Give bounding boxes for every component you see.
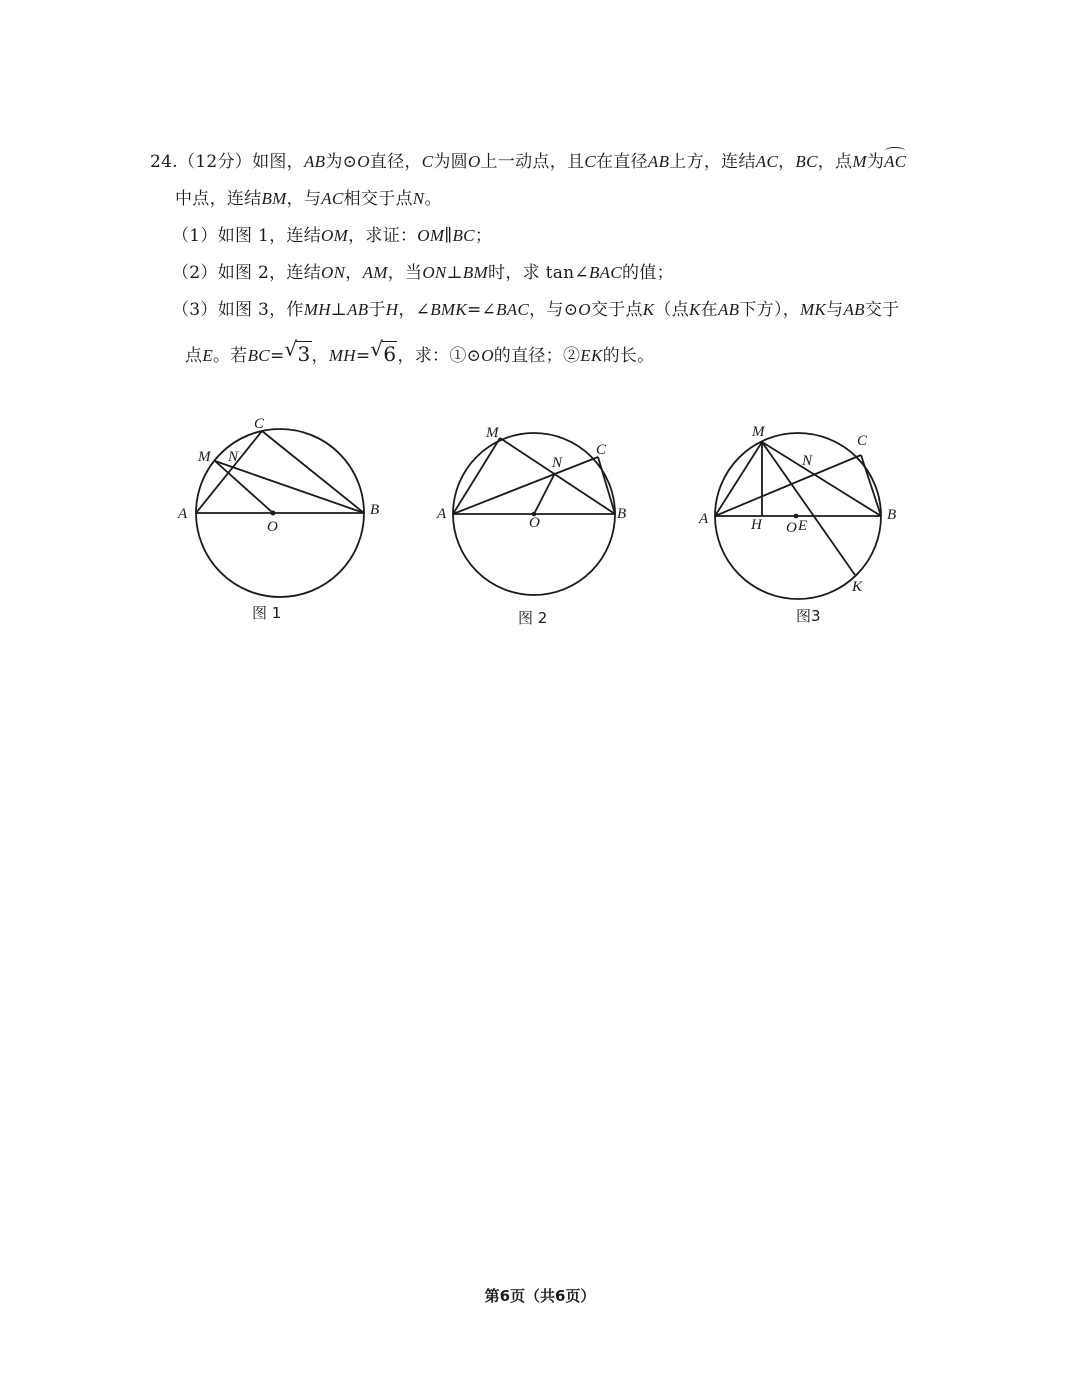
part-text: ； (474, 226, 493, 246)
stem-var: N (412, 189, 425, 208)
question-part1 (172, 224, 492, 248)
figure-2 (430, 415, 650, 614)
center-point (271, 511, 276, 516)
segment-ac (453, 457, 598, 514)
part-var: AM (362, 263, 388, 282)
radicand: 6 (383, 342, 397, 366)
label-o: O (267, 519, 278, 535)
part-var: AB (347, 300, 369, 319)
stem-text: 。 (424, 189, 442, 209)
part-text: ，求：①⊙ (397, 346, 482, 366)
part-var: H (385, 300, 399, 319)
part-var: AB (717, 300, 740, 319)
sqrt-3 (284, 337, 311, 368)
part-text: 交于点 (590, 300, 643, 320)
part-text: ， (311, 346, 329, 366)
part-text: = (269, 346, 285, 366)
label-o: O (786, 520, 797, 536)
part-text: ， (345, 263, 363, 283)
label-b: B (370, 502, 380, 518)
question-part3-line1 (172, 298, 899, 322)
label-n: N (228, 449, 239, 465)
part-var: BAC (588, 263, 622, 282)
part-var: MH (328, 346, 356, 365)
part-text: ，求证： (348, 226, 418, 246)
label-c: C (857, 433, 868, 449)
segment-am (453, 438, 500, 514)
perp-symbol: ⊥ (446, 263, 463, 283)
label-n: N (552, 455, 563, 471)
figure-1 (170, 405, 400, 619)
segment-om (215, 461, 273, 513)
label-c: C (596, 442, 607, 458)
part-var: EK (580, 346, 603, 365)
sqrt-6 (370, 337, 397, 368)
stem-text: 如图， (252, 152, 304, 172)
stem-var: C (584, 152, 596, 171)
radical-symbol: √ (284, 337, 298, 361)
figure-2-caption: 图 2 (518, 609, 548, 627)
part-text: 时，求 tan∠ (488, 263, 589, 283)
stem-text: 为 (866, 152, 885, 172)
part-text: =∠ (467, 300, 497, 320)
part-text: 的直径；② (493, 346, 581, 366)
figure-3 (690, 415, 920, 609)
stem-var: C (421, 152, 434, 171)
stem-text: 直径， (369, 152, 422, 172)
part-var: MH (303, 300, 331, 319)
part-text: （3）如图 3，作 (172, 300, 304, 320)
label-k: K (852, 579, 863, 595)
label-o: O (529, 515, 540, 531)
part-var: BM (462, 263, 489, 282)
part-var: O (578, 300, 591, 319)
question-part3-line2 (185, 337, 655, 368)
part-var: BAC (496, 300, 530, 319)
segment-am (715, 442, 762, 516)
radical-symbol: √ (370, 337, 384, 361)
part-text: 于 (368, 300, 386, 320)
part-text: （点 (654, 300, 690, 320)
part-var: ON (422, 263, 447, 282)
label-b: B (887, 507, 897, 523)
part-text: 与 (826, 300, 844, 320)
part-text: 的长。 (602, 346, 655, 366)
part-var: OM (321, 226, 349, 245)
stem-var: BC (795, 152, 818, 171)
part-var: BC (247, 346, 270, 365)
part-var: ON (321, 263, 346, 282)
perp-symbol: ⊥ (330, 300, 348, 320)
part-text: 交于 (864, 300, 900, 320)
label-a: A (699, 511, 709, 527)
stem-text: ， (778, 152, 796, 172)
label-a: A (437, 506, 447, 522)
stem-text: 中点，连结 (175, 189, 262, 209)
part-text: 下方）， (739, 300, 801, 320)
label-b: B (617, 506, 627, 522)
question-number: 24. (150, 152, 178, 172)
part-text: ，当 (387, 263, 423, 283)
stem-var: AC (755, 152, 779, 171)
segment-bm (762, 442, 881, 516)
part-var: MK (800, 300, 827, 319)
label-m: M (752, 424, 765, 440)
stem-var: AB (647, 152, 670, 171)
figure-3-diagram (690, 415, 920, 605)
part-text: （1）如图 1，连结 (172, 226, 322, 246)
figure-2-diagram (430, 415, 650, 610)
segment-ac (715, 455, 861, 516)
stem-var: AC (321, 189, 344, 208)
segment-bc (262, 431, 364, 513)
segment-on (534, 473, 555, 514)
stem-text: 为圆 (433, 152, 468, 172)
stem-text: ，与 (286, 189, 322, 209)
arc-ac: AC (884, 150, 906, 174)
label-c: C (254, 416, 265, 432)
part-var: E (202, 346, 213, 365)
stem-text: 为⊙ (325, 152, 358, 172)
stem-text: 相交于点 (343, 189, 413, 209)
figure-1-caption: 图 1 (252, 604, 282, 622)
label-n: N (802, 453, 813, 469)
part-var: BC (452, 226, 475, 245)
label-e: E (798, 518, 808, 534)
part-var: BMK (430, 300, 468, 319)
figure-3-caption: 图3 (796, 607, 821, 625)
label-m: M (198, 449, 211, 465)
question-stem-line2 (175, 187, 442, 211)
part-var: K (642, 300, 655, 319)
label-m: M (486, 425, 499, 441)
stem-text: ，点 (817, 152, 853, 172)
stem-var: O (467, 152, 481, 171)
part-text: ，与⊙ (529, 300, 579, 320)
radicand: 3 (297, 342, 311, 366)
stem-text: 上方，连结 (669, 152, 756, 172)
part-var: K (689, 300, 701, 319)
stem-var: M (852, 152, 867, 171)
part-text: 。若 (213, 346, 248, 366)
part-text: 的值； (622, 263, 674, 283)
stem-text: 在直径 (595, 152, 648, 172)
part-text: ，∠ (398, 300, 431, 320)
question-score: （12分） (177, 152, 253, 172)
part-text: = (355, 346, 371, 366)
figure-1-diagram (170, 405, 400, 615)
part-text: 在 (700, 300, 718, 320)
segment-bm (215, 461, 364, 513)
part-var: O (481, 346, 494, 365)
stem-var: O (357, 152, 370, 171)
page-footer: 第6页（共6页） (484, 1287, 596, 1305)
stem-var: BM (261, 189, 287, 208)
question-part2 (172, 261, 674, 285)
segment-bc (861, 455, 881, 516)
question-stem-line1 (150, 150, 906, 174)
label-h: H (751, 517, 762, 533)
parallel-symbol: ∥ (444, 226, 453, 246)
part-text: （2）如图 2，连结 (172, 263, 322, 283)
part-text: 点 (185, 346, 203, 366)
stem-var: AB (303, 152, 326, 171)
part-var: OM (417, 226, 445, 245)
label-a: A (178, 506, 188, 522)
part-var: AB (843, 300, 865, 319)
stem-text: 上一动点，且 (480, 152, 585, 172)
